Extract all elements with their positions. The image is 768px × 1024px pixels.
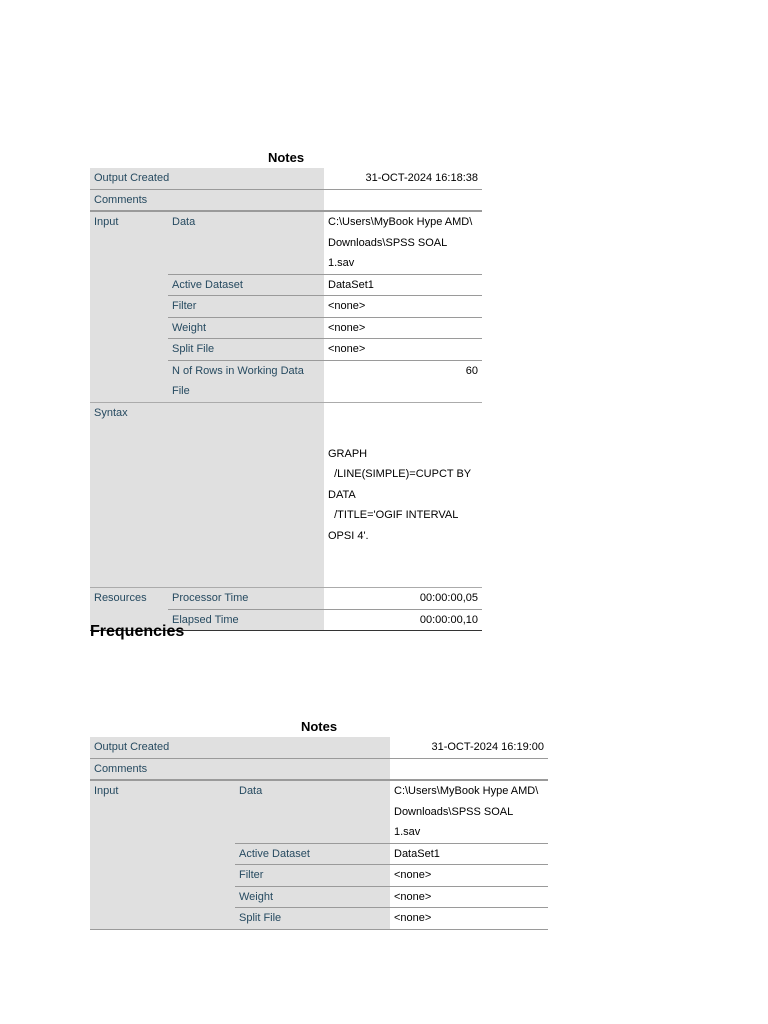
elapsed-time-label: Elapsed Time <box>168 609 324 631</box>
split-file-label: Split File <box>168 339 324 361</box>
data-value: C:\Users\MyBook Hype AMD\ Downloads\SPSS SOAL 1.sav <box>324 211 482 274</box>
output-created-label: Output Created <box>90 168 324 189</box>
filter-value: <none> <box>390 865 548 887</box>
weight-value: <none> <box>324 317 482 339</box>
frequencies-heading: Frequencies <box>90 623 185 640</box>
output-created-value: 31-OCT-2024 16:19:00 <box>390 737 548 758</box>
processor-time-label: Processor Time <box>168 588 324 610</box>
table-row <box>90 588 482 610</box>
comments-value <box>324 189 482 211</box>
active-dataset-value: DataSet1 <box>390 843 548 865</box>
filter-label: Filter <box>168 296 324 318</box>
n-rows-value: 60 <box>324 360 482 402</box>
input-label: Input <box>90 211 168 402</box>
weight-label: Weight <box>235 886 390 908</box>
input-label: Input <box>90 780 235 929</box>
active-dataset-label: Active Dataset <box>168 274 324 296</box>
processor-time-value: 00:00:00,05 <box>324 588 482 610</box>
split-file-value: <none> <box>324 339 482 361</box>
filter-value: <none> <box>324 296 482 318</box>
comments-label: Comments <box>90 189 324 211</box>
notes-table <box>90 737 548 930</box>
notes-title: Notes <box>267 150 305 165</box>
active-dataset-label: Active Dataset <box>235 843 390 865</box>
data-label: Data <box>235 780 390 843</box>
weight-value: <none> <box>390 886 548 908</box>
split-file-label: Split File <box>235 908 390 930</box>
resources-label: Resources <box>90 588 168 631</box>
n-rows-label: N of Rows in Working Data File <box>168 360 324 402</box>
syntax-value: GRAPH /LINE(SIMPLE)=CUPCT BY DATA /TITLE='OGIF INTERVAL OPSI 4'. <box>324 402 482 588</box>
table-row <box>90 168 482 189</box>
syntax-label: Syntax <box>90 402 324 588</box>
data-value: C:\Users\MyBook Hype AMD\ Downloads\SPSS SOAL 1.sav <box>390 780 548 843</box>
split-file-value: <none> <box>390 908 548 930</box>
table-row <box>90 189 482 211</box>
table-row <box>90 737 548 758</box>
table-row <box>90 402 482 588</box>
comments-value <box>390 758 548 780</box>
comments-label: Comments <box>90 758 390 780</box>
table-row <box>90 780 548 843</box>
notes-table <box>90 168 482 631</box>
active-dataset-value: DataSet1 <box>324 274 482 296</box>
data-label: Data <box>168 211 324 274</box>
notes-title: Notes <box>300 719 338 734</box>
output-created-label: Output Created <box>90 737 390 758</box>
output-created-value: 31-OCT-2024 16:18:38 <box>324 168 482 189</box>
filter-label: Filter <box>235 865 390 887</box>
elapsed-time-value: 00:00:00,10 <box>324 609 482 631</box>
table-row <box>90 758 548 780</box>
weight-label: Weight <box>168 317 324 339</box>
table-row <box>90 211 482 274</box>
